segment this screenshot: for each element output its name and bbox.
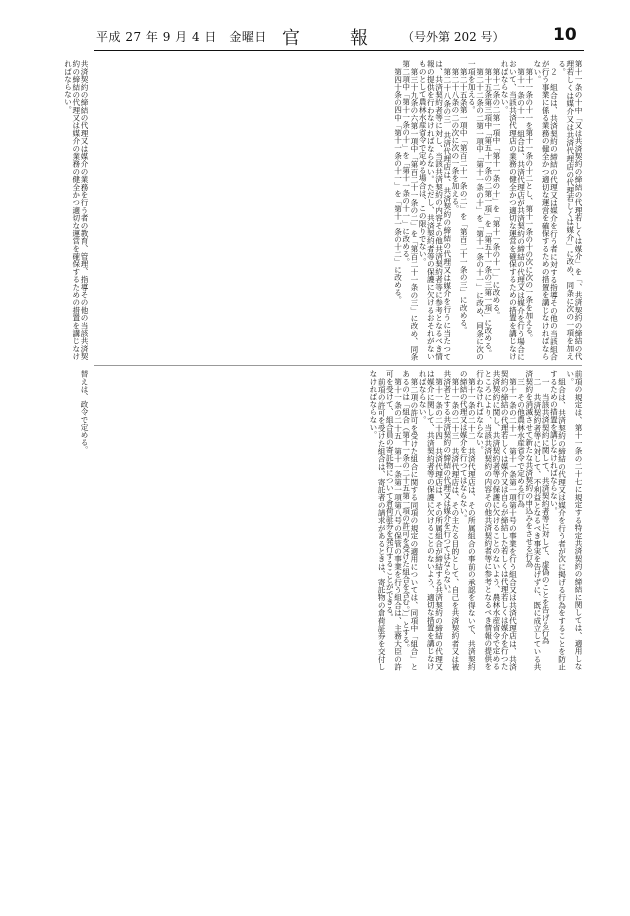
paragraph: 第十一条の二十五 第十一条第一項第八号の保管の事業を行う組合は、主務大臣の許可を受けて、組合員の寄託物について倉荷証券を発行することができる。 xyxy=(385,370,403,670)
paragraph: 前項の規定は、第十一条の二十七に規定する特定共済契約の締結に関しては、適用しない。 xyxy=(565,370,583,670)
issue-number: （号外第 202 号） xyxy=(402,30,505,44)
header-rule xyxy=(94,50,584,51)
paragraph: 第二十二条の二第一項中「第十一条の十」を「第十一条の十一」に改め、同条に次の一項を加える。 xyxy=(467,60,485,360)
paragraph: 第十一条の二十一 第十一条第一項第十号の事業を行う組合又は共済代理店は、共済契約の締結の代理若しくは媒介又は自らが締結した若しくは代理若しくは媒介を行つた共済契約に関し、共済契約者等の保護に欠けることのないよう、農林水産省令で定めるところにより、当該共済契約の内容その他共済契約者等に参考となるべき情報の提供を行わなければならない。 xyxy=(475,370,518,670)
paragraph: 共済契約の締結の代理又は媒介の業務を行う者の教育、管理、指導その他の当該共済契約の締結の代理又は媒介の業務の健全かつ適切な運営を確保するための措置を講じなければならない。 xyxy=(63,60,89,360)
text-block-upper-left xyxy=(20,60,88,360)
text-block-lower-right xyxy=(94,370,582,670)
paragraph: 第十一条の二十三 共済代理店は、その主たる目的として、自己を共済契約者又は被共済者とする共済契約の締結の代理又は媒介を行つてはならない。 xyxy=(442,370,460,670)
paragraph: 第二十五条第一項中「第百二十一条の二」を「第百二十一条の三」に改める。 xyxy=(459,67,469,334)
section-divider xyxy=(94,365,582,366)
text-block-upper-right xyxy=(94,60,582,360)
paragraph: 二 共済契約者等に対して、不利益となるべき事実を告げずに、既に成立している共済契約を消滅させて新たな共済契約の申込みをさせる行為 xyxy=(524,370,542,670)
issue-date: 平成 27 年 9 月 4 日 金曜日 xyxy=(96,30,267,44)
paragraph: 第十一条の二十二 共済代理店は、その所属組合の事前の承認を得ないで、共済契約の締結の代理又は媒介を行つてはならない。 xyxy=(459,370,477,670)
paragraph: 第二十八条の三 共済代理店は、共済契約の締結の代理又は媒介を行うに当たつては、共済契約者等に対し、当該共済契約の内容その他共済契約者等に参考となるべき情報の提供を行わなければならない。ただし、共済契約者等の保護に欠けるおそれがないものとして農林水産省令で定める場合は、この限りでない。 xyxy=(418,60,452,360)
publication-title: 官 報 xyxy=(282,28,384,49)
paragraph: 第二十八条の二の次に次の一条を加える。 xyxy=(450,67,460,212)
paragraph: ２ 組合は、共済契約の締結の代理又は媒介を行う者に対する指導その他の当該組合が行う事業に係る業務の健全かつ適切な運営を確保するための措置を講じなければならない。 xyxy=(532,60,559,360)
paragraph: 一 当該共済契約に関して、共済契約者等に対して、虚偽のことを告げる行為 xyxy=(541,377,551,644)
page-number: 10 xyxy=(553,25,577,45)
paragraph: 三 その他農林水産省令で定める行為 xyxy=(516,377,526,507)
paragraph: 前項の許可を受けた組合は、寄託者の請求があるときは、寄託物の倉荷証券を交付しなければならない。 xyxy=(368,370,387,670)
page-header xyxy=(0,0,630,60)
paragraph: 第十二条の二第一項中「第十一条の十」を「第十一条の十一」に改める。 xyxy=(491,67,501,319)
text-block-lower-left xyxy=(20,370,88,670)
paragraph: 第十五条第三項中「第五十一条の二第一項」を「第五十一条の三第一項」に改める。 xyxy=(483,67,493,357)
paragraph: 第四十条の四中「第十一条の十一」を「第十一条の十二」に改める。 xyxy=(393,67,403,304)
paragraph: 第二項の許可を受けた組合に関する同項の規定の適用については、同項中「組合」とあるのは「組合（第十一条の二十五第一項の許可を受けた組合を含む。）」とする。 xyxy=(401,370,419,670)
paragraph: 第十一条の二十四 共済代理店は、その所属組合が締結する共済契約の締結の代理又は媒介に関して、共済契約者等の保護に欠けることのないよう、適切な措置を講じなければならない。 xyxy=(418,370,444,670)
paragraph: 第三十九条の六第一項中「第百二十一条の二」を「第百二十一条の三」に改め、同条第二項中「第十一条の十」を「第十一条の十一」に改める。 xyxy=(401,60,419,360)
paragraph: 組合は、共済契約の締結の代理又は媒介を行う者が次に掲げる行為をすることを防止するための措置を講じなければならない。 xyxy=(549,370,567,670)
paragraph: 替えは、政令で定める。 xyxy=(80,370,89,454)
paragraph: 第十一条の十一を第十一条の十二とし、第十一条の十の次に次の一条を加える。 xyxy=(524,67,534,342)
paragraph: 第十一条の十一 組合は、共済代理店が共済契約の締結の代理又は媒介を行う場合において、当該共済代理店の業務の健全かつ適切な運営を確保するための措置を講じなければならない。 xyxy=(500,60,526,360)
paragraph: 第十一条の十中「又は共済契約の締結の代理若しくは媒介」を「、共済契約の締結の代理若しくは媒介又は共済代理店の代理若しくは媒介」に改め、同条に次の一項を加える。 xyxy=(557,60,583,360)
